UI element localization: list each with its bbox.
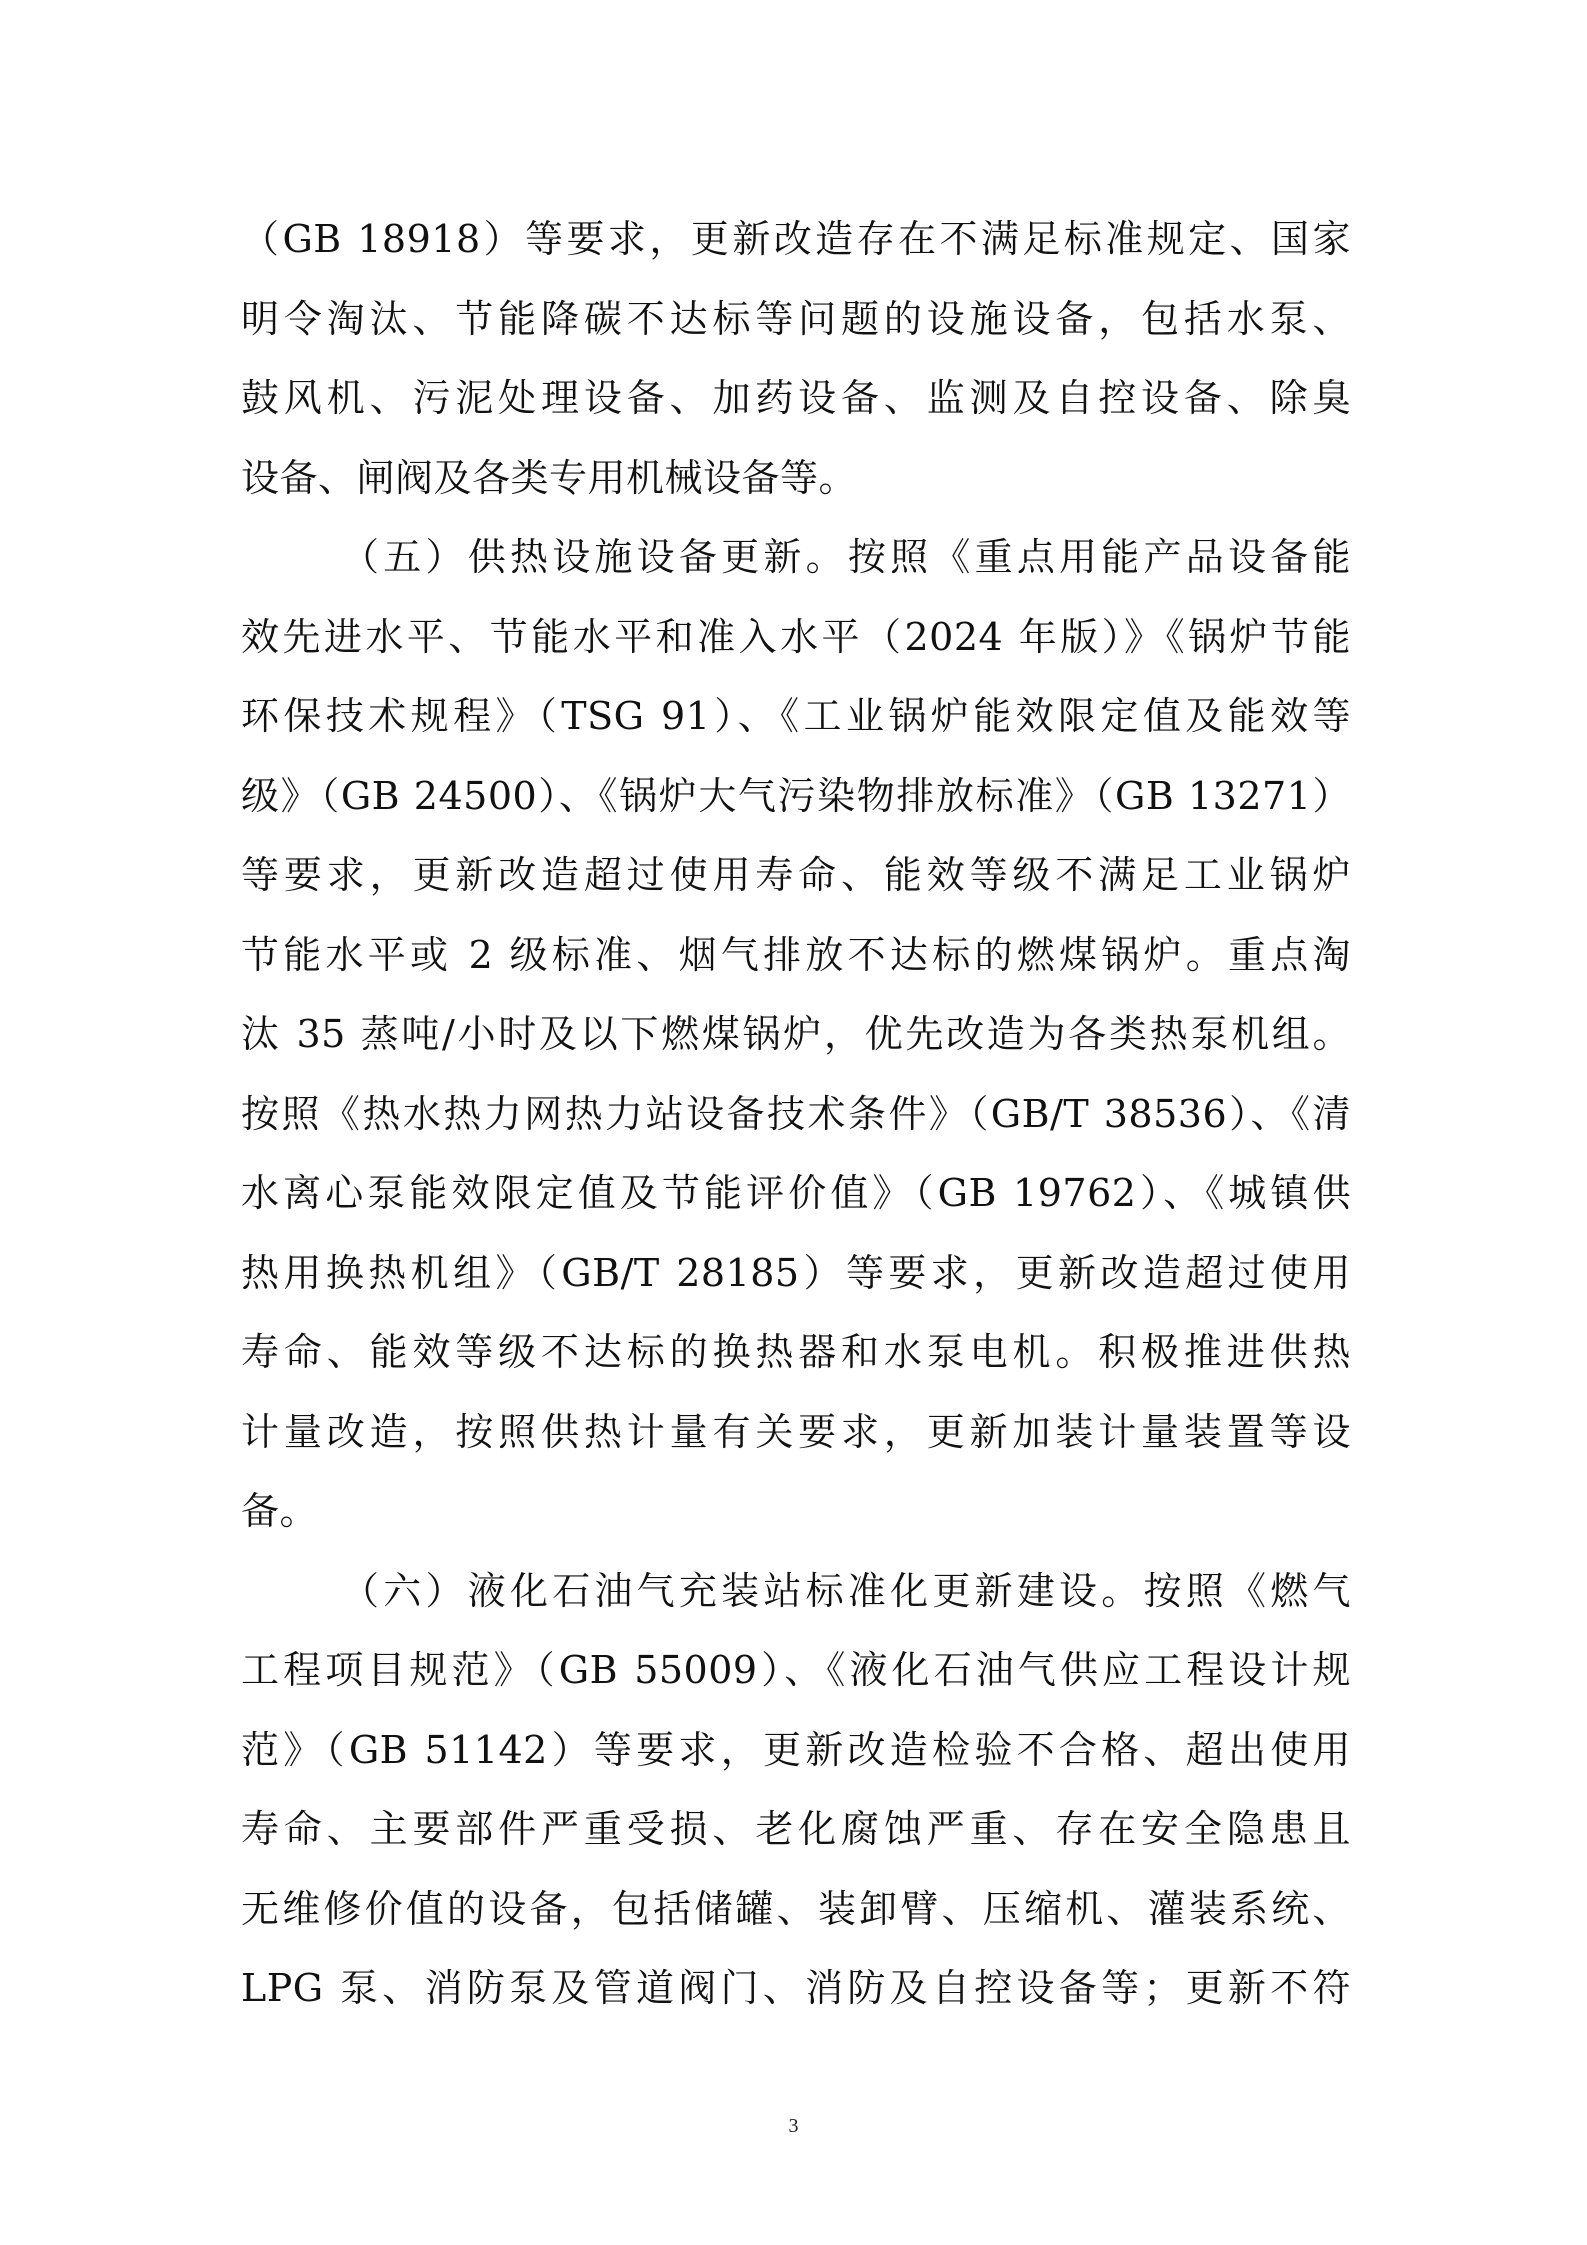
text-line: 设备、闸阀及各类专用机械设备等。 [241, 455, 858, 500]
text-line: 节能水平或 2 级标准、烟气排放不达标的燃煤锅炉。重点淘 [241, 932, 1351, 977]
text-line: 备。 [241, 1489, 319, 1533]
text-line: 计量改造，按照供热计量有关要求，更新加装计量装置等设 [241, 1409, 1351, 1454]
text-line: （GB 18918）等要求，更新改造存在不满足标准规定、国家 [241, 217, 1351, 261]
text-line: 无维修价值的设备，包括储罐、装卸臂、压缩机、灌装系统、 [241, 1886, 1351, 1931]
section-heading-line: （五）供热设施设备更新。按照《重点用能产品设备能 [341, 535, 1351, 579]
text-line: 热用换热机组》（GB/T 28185）等要求，更新改造超过使用 [241, 1250, 1351, 1295]
text-line: 按照《热水热力网热力站设备技术条件》（GB/T 38536）、《清 [241, 1091, 1351, 1136]
text-line: LPG 泵、消防泵及管道阀门、消防及自控设备等；更新不符 [241, 1966, 1351, 2010]
text-line: 寿命、主要部件严重受损、老化腐蚀严重、存在安全隐患且 [241, 1807, 1351, 1851]
text-line: 级》（GB 24500）、《锅炉大气污染物排放标准》（GB 13271） [241, 773, 1351, 818]
text-line: 环保技术规程》（TSG 91）、《工业锅炉能效限定值及能效等 [241, 694, 1351, 738]
page-number: 3 [788, 2115, 799, 2137]
text-line: 鼓风机、污泥处理设备、加药设备、监测及自控设备、除臭 [241, 376, 1351, 420]
text-line: 汰 35 蒸吨/小时及以下燃煤锅炉，优先改造为各类热泵机组。 [241, 1012, 1351, 1056]
text-line: 范》（GB 51142）等要求，更新改造检验不合格、超出使用 [241, 1727, 1351, 1772]
body-text [241, 200, 1351, 2029]
text-line: 水离心泵能效限定值及节能评价值》（GB 19762）、《城镇供 [241, 1171, 1351, 1215]
text-line: 效先进水平、节能水平和准入水平（2024 年版）》《锅炉节能 [241, 614, 1351, 659]
text-line: 工程项目规范》（GB 55009）、《液化石油气供应工程设计规 [241, 1648, 1351, 1692]
text-line: 寿命、能效等级不达标的换热器和水泵电机。积极推进供热 [241, 1330, 1351, 1374]
text-line: 等要求，更新改造超过使用寿命、能效等级不满足工业锅炉 [241, 853, 1351, 897]
text-line: 明令淘汰、节能降碳不达标等问题的设施设备，包括水泵、 [241, 296, 1351, 341]
section-heading-line: （六）液化石油气充装站标准化更新建设。按照《燃气 [341, 1568, 1351, 1613]
